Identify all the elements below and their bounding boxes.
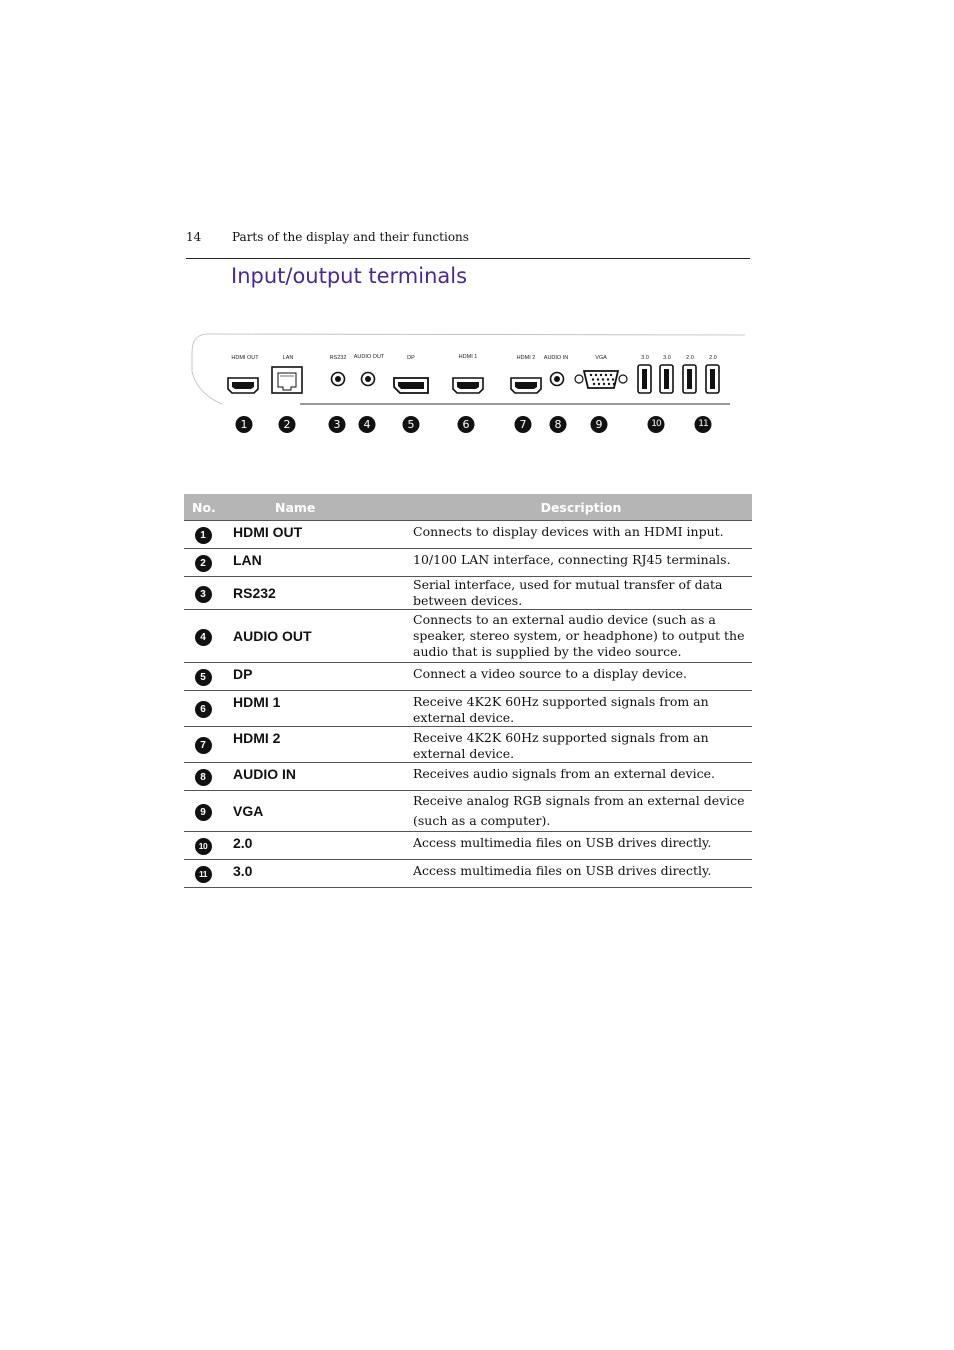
table-header-row [184,494,752,521]
callout-9: 9 [591,416,608,433]
callout-10: 10 [648,416,665,433]
row-name: HDMI 2 [230,727,410,763]
row-name: VGA [230,791,410,832]
row-number-badge: 5 [195,669,212,686]
audio-out-port [362,373,375,386]
port-label-dp: DP [407,355,415,361]
port-label-usb-3-0-a: 3.0 [641,355,649,361]
row-description: 10/100 LAN interface, connecting RJ45 terminals. [410,549,752,577]
audio-in-port [551,373,564,386]
row-description: Access multimedia files on USB drives directly. [410,860,752,888]
port-label-vga: VGA [595,355,607,361]
hdmi-2-port [511,378,541,393]
running-title: Parts of the display and their functions [232,230,469,244]
dp-port [394,378,428,393]
io-panel-diagram [190,332,745,462]
table-row [184,691,752,727]
row-description: Connect a video source to a display device. [410,663,752,691]
rs232-port [332,373,345,386]
row-number-badge: 8 [195,769,212,786]
row-description: Receives audio signals from an external device. [410,763,752,791]
row-description: Connects to display devices with an HDMI input. [410,521,752,549]
port-label-usb-2-0-a: 2.0 [686,355,694,361]
row-name: AUDIO IN [230,763,410,791]
row-description: Receive 4K2K 60Hz supported signals from an external device. [410,727,752,763]
row-name: HDMI 1 [230,691,410,727]
row-number-badge: 6 [195,701,212,718]
table-row [184,663,752,691]
usb-3-0-port-b [660,365,673,393]
row-description: Receive 4K2K 60Hz supported signals from an external device. [410,691,752,727]
row-number-badge: 9 [195,804,212,821]
port-label-rs232: RS232 [329,355,347,361]
row-name: HDMI OUT [230,521,410,549]
callout-5: 5 [403,416,420,433]
row-number-badge: 2 [195,555,212,572]
port-label-audio-out: AUDIO OUT [353,354,385,360]
vga-port [575,371,627,388]
row-description: Access multimedia files on USB drives directly. [410,832,752,860]
row-number-badge: 3 [195,586,212,603]
row-number-badge: 4 [195,629,212,646]
callout-7: 7 [515,416,532,433]
table-row [184,860,752,888]
table-row [184,791,752,832]
header-name: Name [230,494,410,521]
header-description: Description [410,494,752,521]
row-number-badge: 11 [195,866,212,883]
row-number-badge: 7 [195,737,212,754]
page-number: 14 [186,230,202,244]
callout-11: 11 [695,416,712,433]
row-name: 3.0 [230,860,410,888]
row-name: DP [230,663,410,691]
table-row [184,577,752,610]
row-name: LAN [230,549,410,577]
io-panel-illustration [190,332,745,462]
row-name: AUDIO OUT [230,610,410,663]
table-row [184,832,752,860]
callout-3: 3 [329,416,346,433]
callout-8: 8 [550,416,567,433]
port-label-hdmi-2: HDMI 2 [516,355,536,361]
table-row [184,610,752,663]
row-name: 2.0 [230,832,410,860]
hdmi-out-port [228,378,258,393]
row-number-badge: 10 [195,838,212,855]
page-header [186,230,750,259]
port-label-usb-3-0-b: 3.0 [663,355,671,361]
port-label-lan: LAN [282,355,294,361]
terminals-table [184,494,752,888]
callout-4: 4 [359,416,376,433]
table-row [184,763,752,791]
usb-3-0-port-a [638,365,651,393]
port-label-hdmi-1: HDMI 1 [458,354,478,360]
port-label-audio-in: AUDIO IN [543,355,569,361]
header-no: No. [184,494,230,521]
lan-port [272,367,302,393]
section-title: Input/output terminals [231,264,468,288]
row-name: RS232 [230,577,410,610]
callout-6: 6 [458,416,475,433]
port-label-hdmi-out: HDMI OUT [231,355,259,361]
row-number-badge: 1 [195,527,212,544]
port-label-usb-2-0-b: 2.0 [709,355,717,361]
row-description: Receive analog RGB signals from an external device (such as a computer). [410,791,752,832]
row-description: Connects to an external audio device (such as a speaker, stereo system, or headphone) to output the audio that is supplied by the video source. [410,610,752,663]
table-row [184,521,752,549]
table-row [184,549,752,577]
hdmi-1-port [453,378,483,393]
row-description: Serial interface, used for mutual transfer of data between devices. [410,577,752,610]
usb-2-0-port-a [683,365,696,393]
callout-1: 1 [236,416,253,433]
table-row [184,727,752,763]
usb-2-0-port-b [706,365,719,393]
callout-2: 2 [279,416,296,433]
